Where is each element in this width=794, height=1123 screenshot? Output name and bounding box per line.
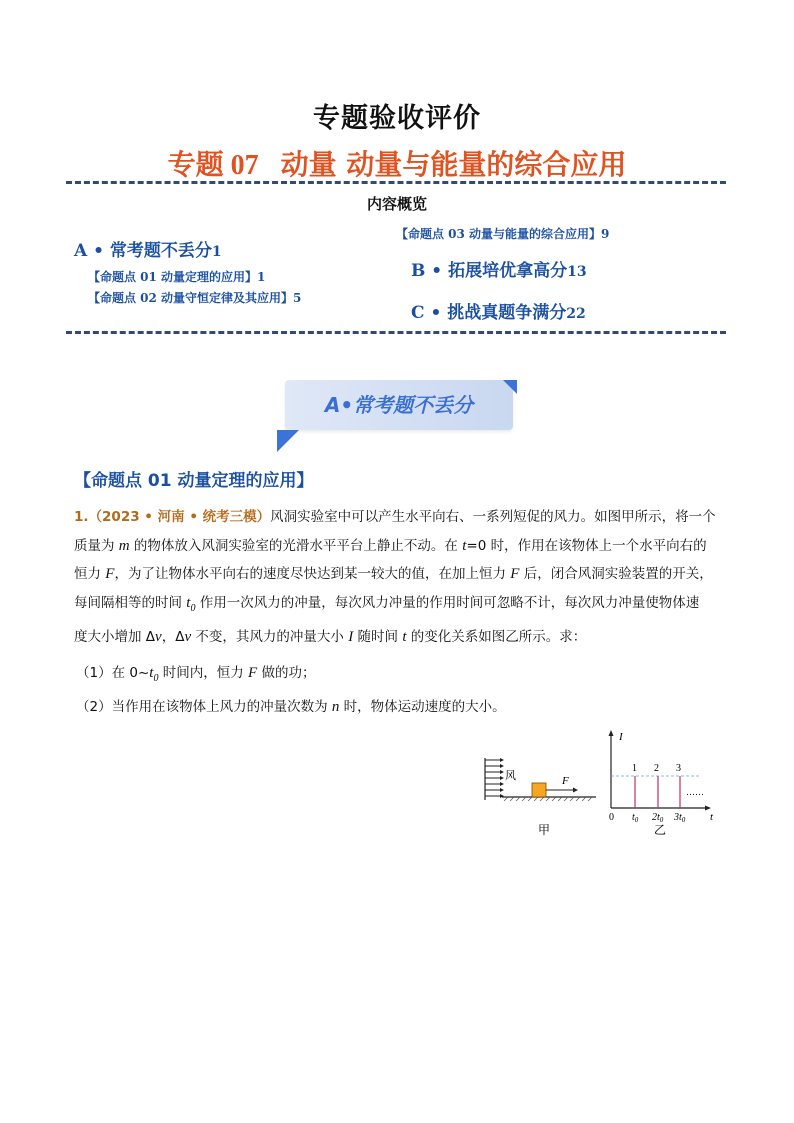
question-parts	[76, 659, 736, 721]
text-seg: =0 时，作用在该物体上一个水平向右的	[466, 537, 707, 554]
part-1	[76, 659, 736, 693]
question-text-1: 风洞实验室中可以产生水平向右、一系列短促的风力。如图甲所示，将一个	[270, 509, 716, 525]
text-seg: 时，物体运动速度的大小。	[339, 699, 506, 715]
wind-label: 风	[505, 770, 516, 782]
toc-b-page: 13	[567, 264, 587, 280]
divider-bottom	[66, 331, 726, 334]
var-I: I	[348, 629, 354, 645]
text-seg: ，为了让物体水平向右的速度尽快达到某一较大的值，在加上恒力	[114, 566, 511, 582]
toc-item-a[interactable]	[74, 236, 222, 261]
figure-yi	[603, 728, 728, 840]
var-t: t	[149, 665, 154, 681]
toc-item-c[interactable]	[411, 298, 586, 323]
toc-point-01[interactable]: 【命题点 01 动量定理的应用】1	[88, 270, 266, 284]
figure-jia	[478, 752, 603, 842]
question-1	[74, 503, 734, 652]
toc-c-page: 22	[566, 306, 586, 322]
var-t: t	[186, 594, 191, 611]
text-seg: 作用一次风力的冲量，每次风力冲量的作用时间可忽略不计，每次风力冲量使物体速	[195, 594, 700, 611]
origin-label: 0	[609, 812, 614, 823]
var-t: t	[402, 629, 407, 645]
text-seg: 后，闭合风洞实验装置的开关，	[519, 566, 713, 582]
text-seg: 时间内，恒力	[158, 665, 249, 681]
overview-heading: 内容概览	[366, 195, 427, 213]
toc-point-02[interactable]: 【命题点 02 动量守恒定律及其应用】5	[88, 291, 302, 305]
toc-c-label: C • 挑战真题争满分	[411, 303, 567, 323]
topic-code: 专题 07	[167, 150, 259, 181]
text-seg: 的变化关系如图乙所示。求：	[406, 629, 587, 645]
toc-a-page: 1	[211, 244, 222, 260]
y-axis-arrow	[609, 730, 614, 736]
text-seg: 的物体放入风洞实验室的光滑水平平台上静止不动。在	[129, 537, 463, 554]
var-t0: $t_0$	[149, 665, 159, 684]
var-F: F	[105, 566, 115, 582]
text-seg: 不变，其风力的冲量大小	[191, 629, 349, 645]
var-v: v	[155, 629, 162, 645]
bar-label-1: 1	[632, 763, 637, 774]
text-seg: 度大小增加 Δ	[74, 629, 156, 645]
var-m: m	[118, 537, 130, 554]
var-F: F	[248, 665, 258, 681]
page-title: 专题验收评价	[313, 103, 481, 134]
topic-text: 动量 动量与能量的综合应用	[280, 148, 627, 181]
text-seg: 随时间	[353, 629, 403, 645]
question-number: 1.	[74, 509, 89, 525]
var-n: n	[331, 699, 340, 715]
figure-jia-label: 甲	[538, 823, 551, 837]
question-source: （2023 • 河南 • 统考三模）	[88, 509, 271, 525]
text-seg: 做的功；	[257, 665, 316, 681]
part-2	[76, 693, 736, 721]
banner-text: A•常考题不丢分	[324, 393, 474, 417]
object-block	[532, 783, 546, 797]
toc-a-label: A • 常考题不丢分	[74, 241, 212, 261]
tick-2t0: $2t_0$	[652, 812, 664, 824]
force-arrowhead	[573, 788, 578, 793]
text-seg: （1）在 0~	[76, 665, 150, 681]
topic-subtitle	[0, 143, 794, 183]
question-line-3	[74, 560, 734, 589]
section-banner	[277, 380, 517, 455]
text-seg: 恒力	[74, 566, 106, 582]
banner-corner-bottom-left	[277, 430, 299, 452]
toc-b-label: B • 拓展培优拿高分	[411, 261, 568, 281]
text-seg: 每间隔相等的时间	[74, 594, 187, 611]
var-v: v	[184, 629, 192, 645]
question-line-1	[74, 503, 734, 532]
question-line-5	[74, 623, 734, 652]
var-t0: $t_0$	[186, 594, 196, 614]
text-seg: 质量为	[74, 537, 119, 554]
force-label: F	[562, 775, 569, 787]
toc-item-b[interactable]	[411, 256, 587, 281]
x-axis-label: t	[710, 811, 714, 823]
var-t: t	[462, 537, 467, 554]
y-axis-label: I	[619, 731, 623, 743]
tick-t0: $t_0$	[632, 812, 639, 824]
text-seg: ，Δ	[161, 629, 185, 645]
text-seg: （2）当作用在该物体上风力的冲量次数为	[76, 699, 332, 715]
wind-arrows	[485, 758, 504, 798]
divider-top	[66, 181, 726, 184]
question-line-4	[74, 589, 734, 624]
var-F: F	[510, 566, 520, 582]
bar-label-3: 3	[676, 763, 681, 774]
question-line-2	[74, 532, 734, 561]
section-heading: 【命题点 01 动量定理的应用】	[74, 471, 314, 491]
bar-label-2: 2	[654, 763, 659, 774]
tick-3t0: $3t_0$	[674, 812, 686, 824]
x-axis-arrow	[705, 806, 711, 811]
ellipsis-label: ……	[686, 787, 704, 797]
figure-yi-label: 乙	[654, 823, 667, 837]
toc-point-03[interactable]: 【命题点 03 动量与能量的综合应用】9	[396, 227, 610, 241]
